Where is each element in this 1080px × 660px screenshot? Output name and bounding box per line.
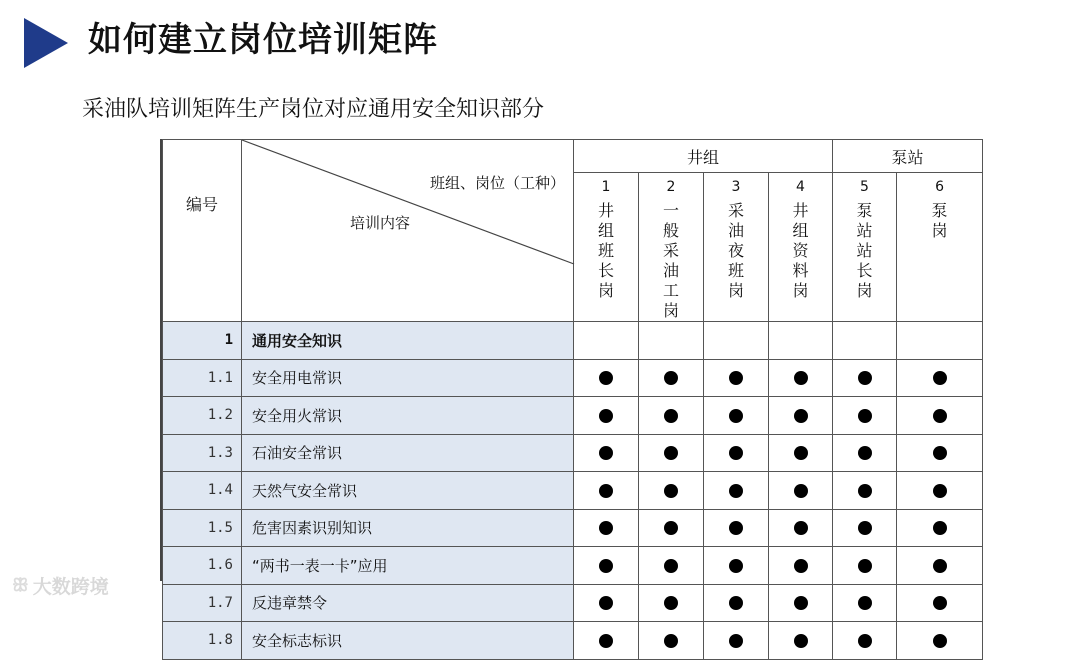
position-name: 泵岗 <box>931 201 948 240</box>
matrix-cell <box>574 547 639 585</box>
matrix-cell <box>769 509 833 547</box>
matrix-cell <box>639 397 704 435</box>
matrix-cell <box>639 509 704 547</box>
required-dot-icon <box>794 409 808 423</box>
matrix-cell <box>574 622 639 660</box>
matrix-cell <box>833 397 897 435</box>
matrix-cell <box>833 584 897 622</box>
row-number: 1.4 <box>163 472 242 510</box>
row-number: 1.8 <box>163 622 242 660</box>
matrix-cell <box>639 434 704 472</box>
required-dot-icon <box>858 634 872 648</box>
matrix-cell <box>639 322 704 360</box>
matrix-cell <box>769 622 833 660</box>
table-row <box>163 434 983 472</box>
matrix-cell <box>897 397 983 435</box>
diagonal-header <box>242 140 574 322</box>
required-dot-icon <box>664 634 678 648</box>
required-dot-icon <box>729 484 743 498</box>
required-dot-icon <box>858 521 872 535</box>
matrix-cell <box>574 584 639 622</box>
row-number: 1 <box>163 322 242 360</box>
row-content: “两书一表一卡”应用 <box>242 547 574 585</box>
matrix-cell <box>639 472 704 510</box>
matrix-cell <box>769 584 833 622</box>
matrix-cell <box>769 434 833 472</box>
matrix-cell <box>639 547 704 585</box>
required-dot-icon <box>933 371 947 385</box>
matrix-cell <box>704 397 769 435</box>
table-row <box>163 622 983 660</box>
position-name: 泵站站长岗 <box>856 201 873 300</box>
required-dot-icon <box>729 409 743 423</box>
position-column-header <box>639 173 704 322</box>
training-matrix-table-container <box>160 139 951 650</box>
matrix-cell <box>897 547 983 585</box>
required-dot-icon <box>858 446 872 460</box>
matrix-cell <box>833 509 897 547</box>
matrix-cell <box>574 472 639 510</box>
matrix-cell <box>639 584 704 622</box>
row-number: 1.3 <box>163 434 242 472</box>
required-dot-icon <box>599 446 613 460</box>
position-column-header <box>897 173 983 322</box>
row-content: 通用安全知识 <box>242 322 574 360</box>
row-number: 1.6 <box>163 547 242 585</box>
table-row <box>163 359 983 397</box>
table-row <box>163 547 983 585</box>
required-dot-icon <box>599 371 613 385</box>
required-dot-icon <box>794 521 808 535</box>
required-dot-icon <box>729 446 743 460</box>
required-dot-icon <box>933 634 947 648</box>
required-dot-icon <box>794 634 808 648</box>
row-content: 反违章禁令 <box>242 584 574 622</box>
required-dot-icon <box>664 559 678 573</box>
matrix-cell <box>897 472 983 510</box>
required-dot-icon <box>858 371 872 385</box>
required-dot-icon <box>933 446 947 460</box>
required-dot-icon <box>664 371 678 385</box>
matrix-cell <box>704 547 769 585</box>
matrix-cell <box>574 397 639 435</box>
matrix-cell <box>897 509 983 547</box>
required-dot-icon <box>664 521 678 535</box>
title-arrow-icon <box>24 18 68 68</box>
matrix-cell <box>833 322 897 360</box>
required-dot-icon <box>729 371 743 385</box>
required-dot-icon <box>729 559 743 573</box>
matrix-cell <box>704 434 769 472</box>
number-column-header: 编号 <box>163 140 242 322</box>
matrix-cell <box>704 322 769 360</box>
row-number: 1.2 <box>163 397 242 435</box>
position-name: 一般采油工岗 <box>662 201 679 320</box>
matrix-cell <box>704 472 769 510</box>
row-content: 石油安全常识 <box>242 434 574 472</box>
matrix-cell <box>897 434 983 472</box>
diagonal-line <box>242 140 574 264</box>
row-content: 安全标志标识 <box>242 622 574 660</box>
position-name: 采油夜班岗 <box>727 201 744 300</box>
matrix-cell <box>704 509 769 547</box>
training-matrix-table <box>162 139 983 660</box>
required-dot-icon <box>933 559 947 573</box>
matrix-cell <box>897 584 983 622</box>
matrix-cell <box>639 622 704 660</box>
diagonal-header-content: 培训内容 <box>350 214 411 232</box>
matrix-cell <box>639 359 704 397</box>
matrix-cell <box>833 622 897 660</box>
required-dot-icon <box>794 596 808 610</box>
matrix-cell <box>833 359 897 397</box>
required-dot-icon <box>599 409 613 423</box>
watermark-logo-icon: ꕥ <box>12 575 29 596</box>
required-dot-icon <box>858 409 872 423</box>
matrix-cell <box>704 359 769 397</box>
row-content: 危害因素识别知识 <box>242 509 574 547</box>
row-content: 安全用电常识 <box>242 359 574 397</box>
required-dot-icon <box>729 521 743 535</box>
matrix-cell <box>897 622 983 660</box>
required-dot-icon <box>729 634 743 648</box>
required-dot-icon <box>729 596 743 610</box>
position-number: 6 <box>935 179 944 195</box>
row-number: 1.1 <box>163 359 242 397</box>
matrix-cell <box>833 434 897 472</box>
position-column-header <box>704 173 769 322</box>
matrix-cell <box>769 472 833 510</box>
matrix-cell <box>769 359 833 397</box>
required-dot-icon <box>794 446 808 460</box>
required-dot-icon <box>933 521 947 535</box>
matrix-cell <box>897 359 983 397</box>
matrix-cell <box>769 322 833 360</box>
table-row <box>163 509 983 547</box>
position-name: 井组资料岗 <box>792 201 809 300</box>
page-subtitle: 采油队培训矩阵生产岗位对应通用安全知识部分 <box>82 97 545 122</box>
row-content: 安全用火常识 <box>242 397 574 435</box>
page-title: 如何建立岗位培训矩阵 <box>88 20 438 60</box>
required-dot-icon <box>664 484 678 498</box>
position-number: 5 <box>860 179 869 195</box>
table-row <box>163 472 983 510</box>
position-name: 井组班长岗 <box>597 201 614 300</box>
required-dot-icon <box>794 484 808 498</box>
position-number: 3 <box>731 179 741 195</box>
position-number: 1 <box>601 179 611 195</box>
row-number: 1.7 <box>163 584 242 622</box>
table-row <box>163 322 983 360</box>
matrix-cell <box>769 547 833 585</box>
required-dot-icon <box>858 484 872 498</box>
required-dot-icon <box>599 634 613 648</box>
required-dot-icon <box>933 596 947 610</box>
diagonal-header-positions: 班组、岗位（工种） <box>429 174 565 192</box>
matrix-cell <box>769 397 833 435</box>
matrix-cell <box>574 509 639 547</box>
table-row <box>163 397 983 435</box>
matrix-cell <box>833 472 897 510</box>
required-dot-icon <box>664 409 678 423</box>
required-dot-icon <box>858 596 872 610</box>
matrix-cell <box>574 434 639 472</box>
matrix-cell <box>574 322 639 360</box>
watermark <box>12 572 109 599</box>
position-number: 4 <box>796 179 805 195</box>
matrix-cell <box>704 584 769 622</box>
required-dot-icon <box>794 559 808 573</box>
row-content: 天然气安全常识 <box>242 472 574 510</box>
required-dot-icon <box>599 596 613 610</box>
watermark-text: 大数跨境 <box>32 576 109 598</box>
matrix-cell <box>897 322 983 360</box>
required-dot-icon <box>858 559 872 573</box>
position-number: 2 <box>666 179 676 195</box>
position-column-header <box>769 173 833 322</box>
required-dot-icon <box>599 521 613 535</box>
position-column-header <box>833 173 897 322</box>
row-number: 1.5 <box>163 509 242 547</box>
required-dot-icon <box>794 371 808 385</box>
required-dot-icon <box>933 484 947 498</box>
required-dot-icon <box>664 596 678 610</box>
group-header: 泵站 <box>833 140 983 173</box>
position-column-header <box>574 173 639 322</box>
matrix-cell <box>704 622 769 660</box>
matrix-cell <box>833 547 897 585</box>
matrix-cell <box>574 359 639 397</box>
required-dot-icon <box>664 446 678 460</box>
table-row <box>163 584 983 622</box>
required-dot-icon <box>933 409 947 423</box>
required-dot-icon <box>599 559 613 573</box>
group-header: 井组 <box>574 140 833 173</box>
required-dot-icon <box>599 484 613 498</box>
